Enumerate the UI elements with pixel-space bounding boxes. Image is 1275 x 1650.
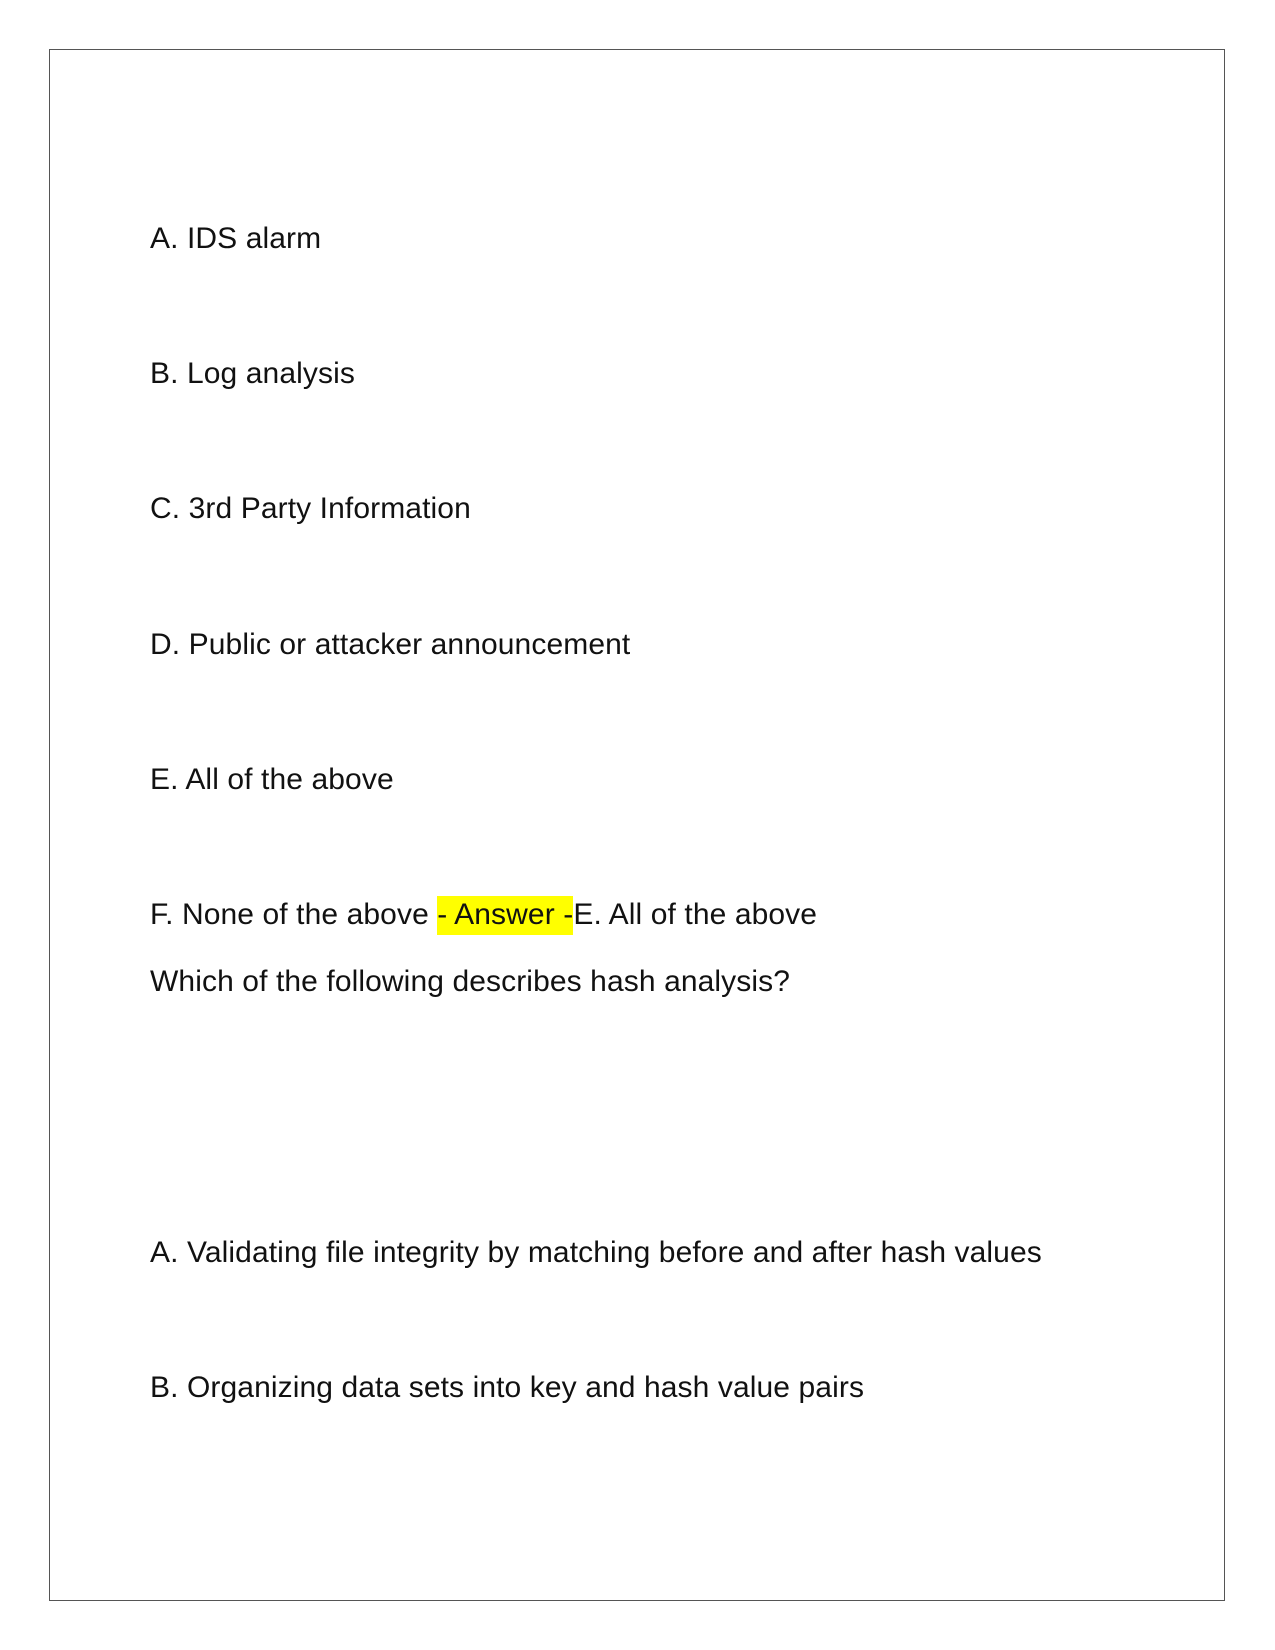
answer-highlight: - Answer - (437, 896, 573, 935)
option-a-validating-file-integrity: A. Validating file integrity by matching before and after hash values (150, 1236, 1042, 1269)
option-f-none-of-the-above: F. None of the above (150, 898, 438, 931)
option-c-third-party-information: C. 3rd Party Information (150, 492, 471, 525)
option-f-with-answer (150, 897, 817, 933)
page-border (49, 49, 1225, 1601)
option-e-all-of-the-above: E. All of the above (150, 763, 394, 796)
option-b-organizing-data-sets: B. Organizing data sets into key and hash value pairs (150, 1371, 865, 1404)
option-d-public-announcement: D. Public or attacker announcement (150, 628, 631, 661)
option-a-ids-alarm: A. IDS alarm (150, 222, 322, 255)
option-b-log-analysis: B. Log analysis (150, 357, 355, 390)
question-hash-analysis: Which of the following describes hash analysis? (150, 965, 791, 998)
answer-text: E. All of the above (573, 898, 818, 931)
